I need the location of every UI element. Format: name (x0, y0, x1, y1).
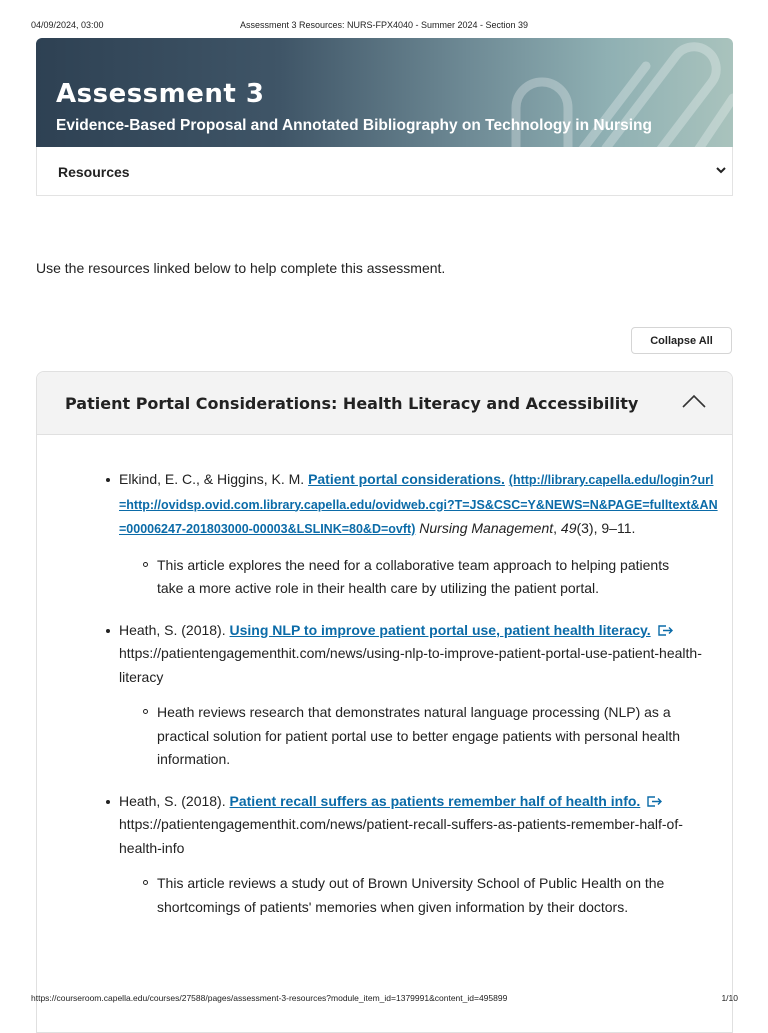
citation-authors: Heath, S. (2018). (119, 792, 226, 809)
assessment-title: Assessment 3 (56, 79, 265, 109)
print-page-number: 1/10 (721, 993, 738, 1003)
chevron-down-icon[interactable] (716, 166, 726, 174)
section-title: Patient Portal Considerations: Health Literacy and Accessibility (65, 394, 639, 413)
citation-link[interactable]: Using NLP to improve patient portal use, patient health literacy. (229, 621, 651, 638)
citation-url[interactable]: (http://library.capella.edu/login?url=http://ovidsp.ovid.com.library.capella.edu/ovidweb.cgi?T=JS&CSC=Y&NEWS=N&PAGE=fulltext&AN=00006247-201803000-00003&LSLINK=80&D=ovft) (119, 473, 718, 536)
resources-accordion[interactable] (36, 147, 733, 196)
citation-authors: Heath, S. (2018). (119, 621, 226, 638)
annotation: This article reviews a study out of Brown University School of Public Health on the shortcomings of patients' memories when given information by their doctors. (157, 872, 697, 919)
print-header (0, 0, 768, 30)
print-page-title: Assessment 3 Resources: NURS-FPX4040 - Summer 2024 - Section 39 (239, 20, 529, 30)
resources-label: Resources (58, 164, 130, 180)
citation-url-text: https://patientengagementhit.com/news/using-nlp-to-improve-patient-portal-use-patient-health-literacy (119, 645, 702, 685)
resource-section (36, 371, 733, 1033)
list-item (119, 619, 719, 772)
annotation: This article explores the need for a collaborative team approach to helping patients take a more active role in their health care by utilizing the patient portal. (157, 554, 697, 601)
citation-link[interactable]: Patient portal considerations. (308, 471, 505, 487)
citation-authors: Elkind, E. C., & Higgins, K. M. (119, 471, 305, 487)
intro-text: Use the resources linked below to help complete this assessment. (36, 260, 446, 276)
resource-list (37, 468, 732, 937)
list-item: Elkind, E. C., & Higgins, K. M. Patient portal considerations. (http://library.capella.edu/login?url=http://ovidsp.ovid.com.library.capella.edu/ovidweb.cgi?T=JS&CSC=Y&NEWS=N&PAGE=fulltext&AN=00006247-201803000-00003&LSLINK=80&D=ovft) Nursing Management, 49(3), 9–11. This article explores the need for a collaborative team approach to helping patients take a more active role in their health care by utilizing the patient portal. (119, 468, 719, 601)
annotation: Heath reviews research that demonstrates natural language processing (NLP) as a practical solution for patient portal use to better engage patients with personal health information. (157, 701, 697, 772)
print-url: https://courseroom.capella.edu/courses/27588/pages/assessment-3-resources?module_item_id=1379991&content_id=495899 (31, 993, 508, 1003)
assessment-banner (36, 38, 733, 147)
print-datetime: 04/09/2024, 03:00 (31, 20, 104, 30)
section-header[interactable] (37, 372, 732, 435)
journal-issue-pages: (3), 9–11. (576, 520, 636, 536)
journal-volume: 49 (560, 520, 577, 536)
list-item (119, 790, 719, 920)
external-link-icon (646, 795, 663, 808)
assessment-subtitle: Evidence-Based Proposal and Annotated Bibliography on Technology in Nursing (56, 117, 652, 134)
external-link-icon (657, 624, 674, 637)
journal-name: Nursing Management (419, 520, 554, 536)
collapse-all-button[interactable]: Collapse All (631, 327, 732, 354)
citation-link[interactable]: Patient recall suffers as patients remember half of health info. (229, 792, 641, 809)
chevron-up-icon[interactable] (682, 394, 706, 408)
citation-url-text: https://patientengagementhit.com/news/patient-recall-suffers-as-patients-remember-half-of-health-info (119, 816, 683, 856)
